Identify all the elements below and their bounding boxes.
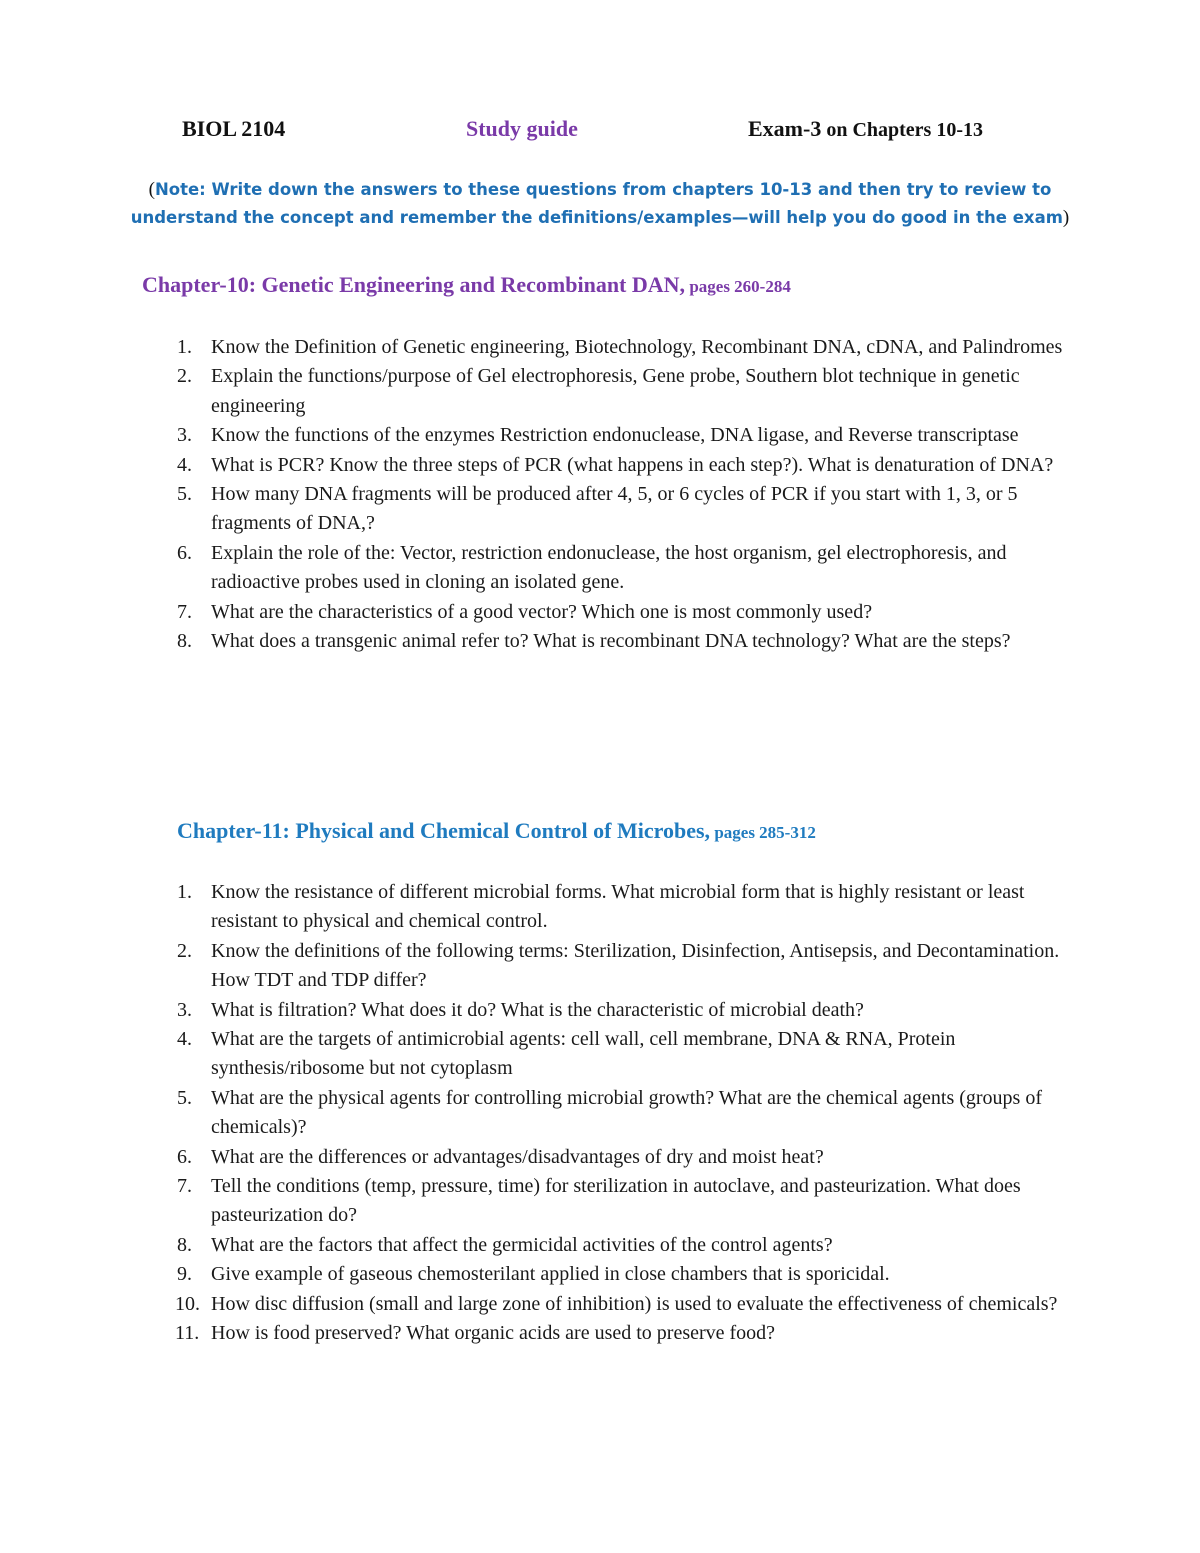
note-close-paren: ) bbox=[1062, 207, 1070, 228]
study-guide-label: Study guide bbox=[466, 116, 578, 141]
question-text: What are the differences or advantages/disadvantages of dry and moist heat? bbox=[211, 1145, 824, 1168]
note-open-paren: ( bbox=[148, 179, 155, 200]
question-item bbox=[177, 1025, 1077, 1084]
question-text: Know the resistance of different microbial forms. What microbial form that is highly resistant or least resistant to physical and chemical control. bbox=[211, 881, 1025, 933]
exam-chapters: on Chapters 10-13 bbox=[821, 119, 983, 141]
question-number: 7. bbox=[177, 1175, 192, 1198]
question-item bbox=[177, 937, 1077, 996]
question-item bbox=[177, 451, 1077, 480]
exam-label bbox=[748, 116, 983, 142]
question-item bbox=[177, 1172, 1077, 1231]
question-item bbox=[177, 996, 1077, 1025]
question-number: 2. bbox=[177, 365, 192, 388]
question-item bbox=[177, 333, 1077, 362]
chapter-11-question-list bbox=[177, 878, 1077, 1349]
question-number: 4. bbox=[177, 1028, 192, 1051]
question-item bbox=[177, 539, 1077, 598]
question-number: 6. bbox=[177, 1145, 192, 1168]
question-text: What are the targets of antimicrobial agents: cell wall, cell membrane, DNA & RNA, Protein synthesis/ribosome but not cytoplasm bbox=[211, 1028, 956, 1080]
question-number: 7. bbox=[177, 600, 192, 623]
chapter-11-title: Chapter-11: Physical and Chemical Control of Microbes, bbox=[177, 818, 711, 843]
question-item bbox=[177, 1231, 1077, 1260]
question-text: Know the definitions of the following terms: Sterilization, Disinfection, Antisepsis, and Decontamination. How TDT and TDP differ? bbox=[211, 939, 1060, 992]
question-text: What is filtration? What does it do? What is the characteristic of microbial death? bbox=[211, 998, 864, 1021]
question-text: How disc diffusion (small and large zone of inhibition) is used to evaluate the effectiveness of chemicals? bbox=[211, 1292, 1058, 1315]
question-text: What does a transgenic animal refer to? What is recombinant DNA technology? What are the steps? bbox=[211, 630, 1011, 653]
question-text: Explain the functions/purpose of Gel electrophoresis, Gene probe, Southern blot technique in genetic engineering bbox=[211, 365, 1020, 417]
instruction-note bbox=[130, 176, 1070, 232]
question-number: 8. bbox=[177, 1233, 192, 1256]
question-number: 5. bbox=[177, 1086, 192, 1109]
question-text: Know the functions of the enzymes Restriction endonuclease, DNA ligase, and Reverse transcriptase bbox=[211, 424, 1019, 447]
question-item bbox=[177, 1084, 1077, 1143]
question-text: Tell the conditions (temp, pressure, time) for sterilization in autoclave, and pasteurization. What does pasteurization do? bbox=[211, 1175, 1021, 1227]
question-item bbox=[177, 362, 1077, 421]
question-number: 3. bbox=[177, 424, 192, 447]
exam-number: Exam-3 bbox=[748, 116, 822, 141]
question-item bbox=[177, 878, 1077, 937]
chapter-10-question-list bbox=[177, 333, 1077, 656]
chapter-10-pages: pages 260-284 bbox=[685, 277, 791, 296]
note-text: Note: Write down the answers to these questions from chapters 10-13 and then try to review to understand the concept and remember the definitions/examples—will help you do good in the exam bbox=[130, 180, 1063, 227]
question-text: What are the physical agents for controlling microbial growth? What are the chemical agents (groups of chemicals)? bbox=[211, 1086, 1042, 1139]
question-number: 1. bbox=[177, 881, 192, 903]
question-text: Give example of gaseous chemosterilant applied in close chambers that is sporicidal. bbox=[211, 1263, 890, 1286]
question-number: 9. bbox=[177, 1263, 192, 1286]
chapter-11-pages: pages 285-312 bbox=[710, 823, 816, 842]
question-number: 3. bbox=[177, 998, 192, 1021]
question-item bbox=[177, 1260, 1077, 1289]
question-item bbox=[177, 421, 1077, 450]
chapter-11-heading bbox=[177, 818, 816, 844]
question-text: What is PCR? Know the three steps of PCR (what happens in each step?). What is denaturation of DNA? bbox=[211, 453, 1054, 476]
question-number: 8. bbox=[177, 630, 192, 653]
question-number: 10. bbox=[175, 1292, 200, 1315]
question-number: 1. bbox=[177, 336, 192, 358]
question-item bbox=[177, 480, 1077, 539]
document-header bbox=[0, 116, 1200, 150]
question-number: 5. bbox=[177, 483, 192, 506]
question-text: Explain the role of the: Vector, restriction endonuclease, the host organism, gel electrophoresis, and radioactive probes used in cloning an isolated gene. bbox=[211, 541, 1007, 594]
question-item bbox=[177, 1319, 1077, 1348]
question-item bbox=[177, 1143, 1077, 1172]
question-item bbox=[177, 598, 1077, 627]
question-number: 2. bbox=[177, 939, 192, 962]
chapter-10-heading bbox=[142, 272, 791, 298]
question-number: 6. bbox=[177, 541, 192, 564]
question-number: 11. bbox=[175, 1322, 200, 1345]
question-item bbox=[177, 627, 1077, 656]
course-code: BIOL 2104 bbox=[182, 116, 286, 141]
question-item bbox=[177, 1290, 1077, 1319]
question-text: How many DNA fragments will be produced after 4, 5, or 6 cycles of PCR if you start with 1, 3, or 5 fragments of DNA,? bbox=[211, 483, 1018, 535]
question-text: What are the factors that affect the germicidal activities of the control agents? bbox=[211, 1233, 833, 1256]
question-number: 4. bbox=[177, 453, 192, 476]
question-text: What are the characteristics of a good vector? Which one is most commonly used? bbox=[211, 600, 873, 623]
question-text: How is food preserved? What organic acids are used to preserve food? bbox=[211, 1322, 776, 1345]
question-text: Know the Definition of Genetic engineering, Biotechnology, Recombinant DNA, cDNA, and Palindromes bbox=[211, 336, 1063, 358]
chapter-10-title: Chapter-10: Genetic Engineering and Recombinant DAN, bbox=[142, 272, 686, 297]
